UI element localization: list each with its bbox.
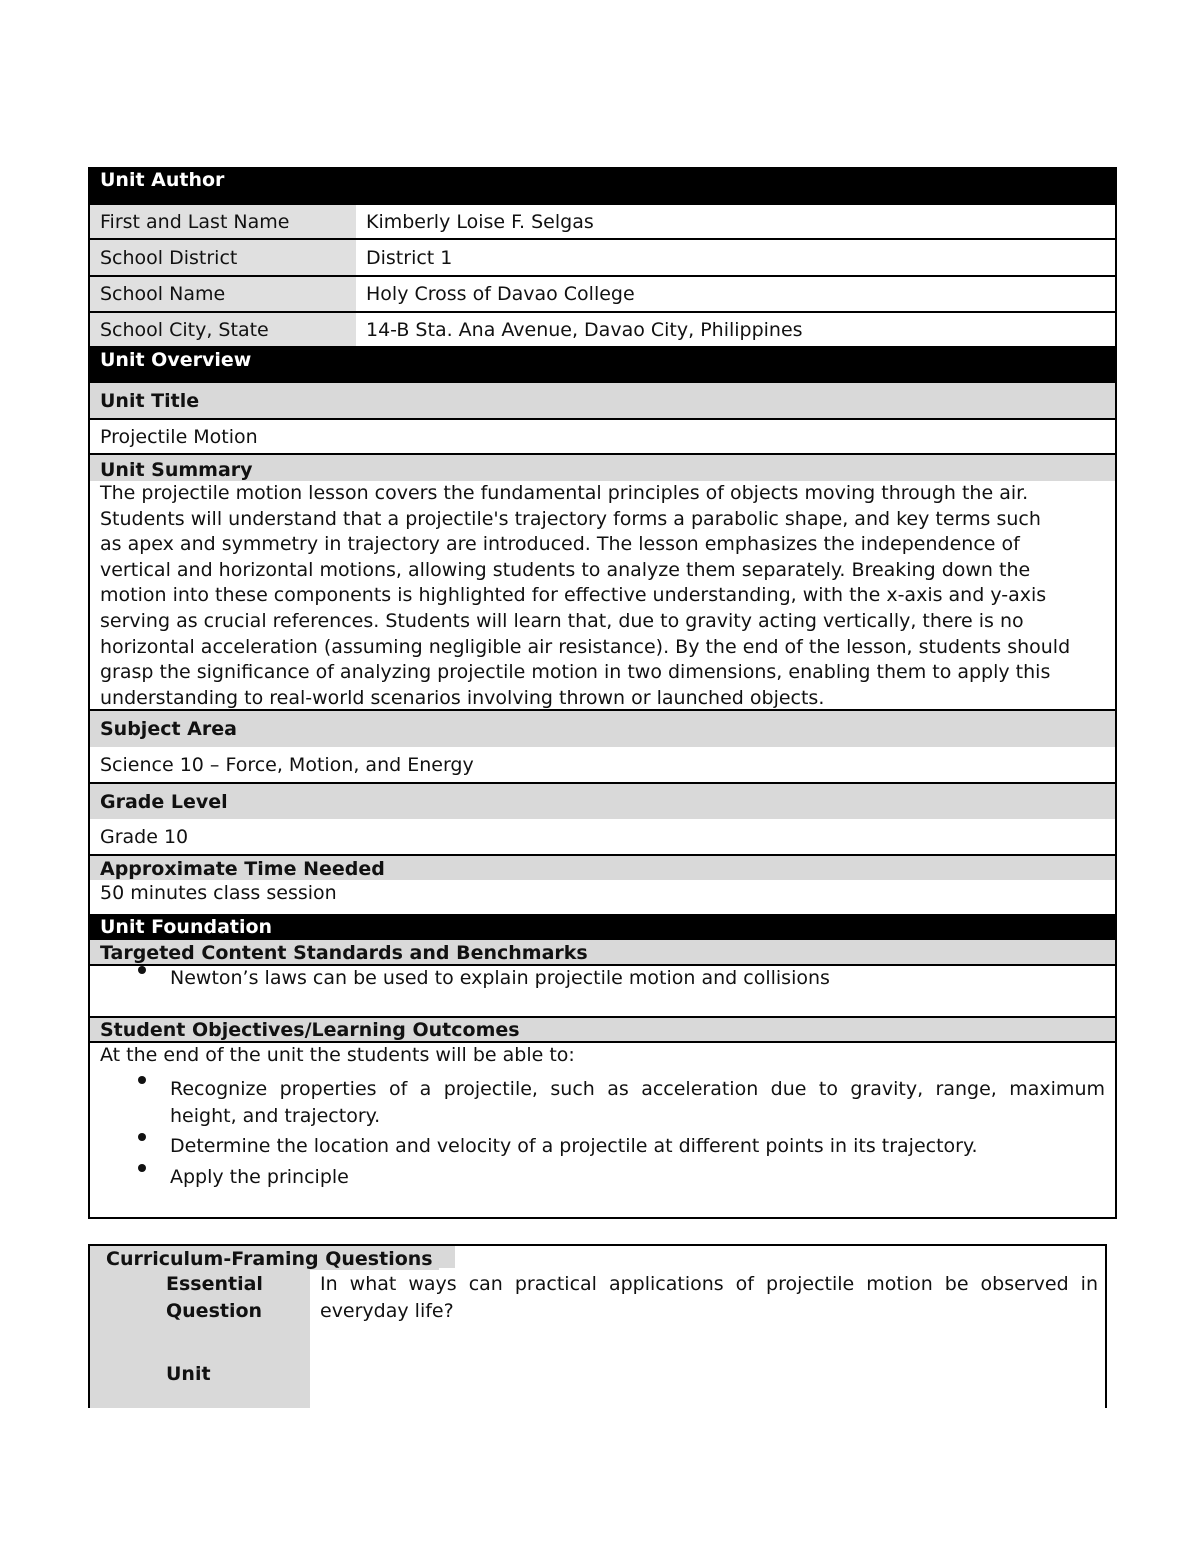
school-district-row xyxy=(88,240,1117,277)
objective-item xyxy=(100,1076,1105,1130)
school-city-value: 14-B Sta. Ana Avenue, Davao City, Philippines xyxy=(366,318,803,341)
unit-title-label: Unit Title xyxy=(88,383,1117,420)
summary-line: The projectile motion lesson covers the fundamental principles of objects moving through the air. xyxy=(100,482,1029,504)
objectives-label: Student Objectives/Learning Outcomes xyxy=(88,1018,1117,1043)
subject-area-value: Science 10 – Force, Motion, and Energy xyxy=(88,747,1117,784)
summary-line: motion into these components is highlighted for effective understanding, with the x-axis and y-axis xyxy=(100,584,1047,607)
standard-item: Newton’s laws can be used to explain projectile motion and collisions xyxy=(100,966,1105,990)
summary-line: serving as crucial references. Students will learn that, due to gravity acting vertically, there is no xyxy=(100,609,1024,632)
objective-item: Apply the principle xyxy=(100,1164,1105,1191)
author-name-value: Kimberly Loise F. Selgas xyxy=(366,210,594,233)
standards-label: Targeted Content Standards and Benchmarks xyxy=(88,940,1117,966)
grade-level-label: Grade Level xyxy=(88,784,1117,819)
unit-overview-header: Unit Overview xyxy=(88,346,1117,383)
objectives-cell xyxy=(88,1043,1117,1219)
time-needed-value: 50 minutes class session xyxy=(88,880,1117,914)
summary-line: Students will understand that a projectile's trajectory forms a parabolic shape, and key terms such xyxy=(100,507,1041,530)
essential-answer-line2: everyday life? xyxy=(320,1300,454,1322)
author-name-row xyxy=(88,203,1117,240)
summary-line: understanding to real-world scenarios involving thrown or launched objects. xyxy=(100,686,825,709)
objective-1-line1: Recognize properties of a projectile, such as acceleration due to gravity, range, maximum xyxy=(170,1078,1105,1100)
school-name-value: Holy Cross of Davao College xyxy=(366,283,635,305)
school-district-value: District 1 xyxy=(366,246,453,269)
grade-level-value: Grade 10 xyxy=(88,819,1117,856)
unit-author-header: Unit Author xyxy=(88,167,1117,203)
objective-1-line2: height, and trajectory. xyxy=(170,1105,381,1127)
unit-foundation-header: Unit Foundation xyxy=(88,914,1117,940)
school-name-row xyxy=(88,277,1117,313)
unit-summary-label: Unit Summary xyxy=(88,455,1117,481)
essential-answer-line1: In what ways can practical applications of projectile motion be observed in xyxy=(320,1273,1098,1295)
summary-line: grasp the significance of analyzing projectile motion in two dimensions, enabling them to apply this xyxy=(100,661,1051,684)
school-district-label: School District xyxy=(90,240,356,275)
objectives-intro: At the end of the unit the students will be able to: xyxy=(100,1044,575,1066)
cfq-title: Curriculum-Framing Questions xyxy=(106,1248,439,1270)
subject-area-label: Subject Area xyxy=(88,711,1117,747)
author-name-label: First and Last Name xyxy=(90,205,356,238)
unit-plan-table xyxy=(88,167,1117,1219)
time-needed-label: Approximate Time Needed xyxy=(88,856,1117,880)
school-name-label: School Name xyxy=(90,277,356,311)
essential-question-label xyxy=(166,1271,263,1325)
summary-line: as apex and symmetry in trajectory are introduced. The lesson emphasizes the independence of xyxy=(100,533,1020,556)
school-city-label: School City, State xyxy=(90,313,356,346)
unit-summary-text xyxy=(88,481,1117,711)
objective-item: Determine the location and velocity of a projectile at different points in its trajectory. xyxy=(100,1133,1105,1160)
essential-question-text xyxy=(320,1271,1098,1325)
unit-title-value: Projectile Motion xyxy=(88,420,1117,455)
unit-question-label: Unit xyxy=(166,1363,211,1385)
summary-line: vertical and horizontal motions, allowing students to analyze them separately. Breaking down the xyxy=(100,558,1031,581)
summary-line: horizontal acceleration (assuming negligible air resistance). By the end of the lesson, students should xyxy=(100,635,1071,658)
essential-label-1: Essential xyxy=(166,1273,263,1295)
school-city-row xyxy=(88,313,1117,346)
standards-list xyxy=(88,966,1117,1018)
essential-label-2: Question xyxy=(166,1300,263,1322)
curriculum-framing-table xyxy=(88,1244,1107,1408)
